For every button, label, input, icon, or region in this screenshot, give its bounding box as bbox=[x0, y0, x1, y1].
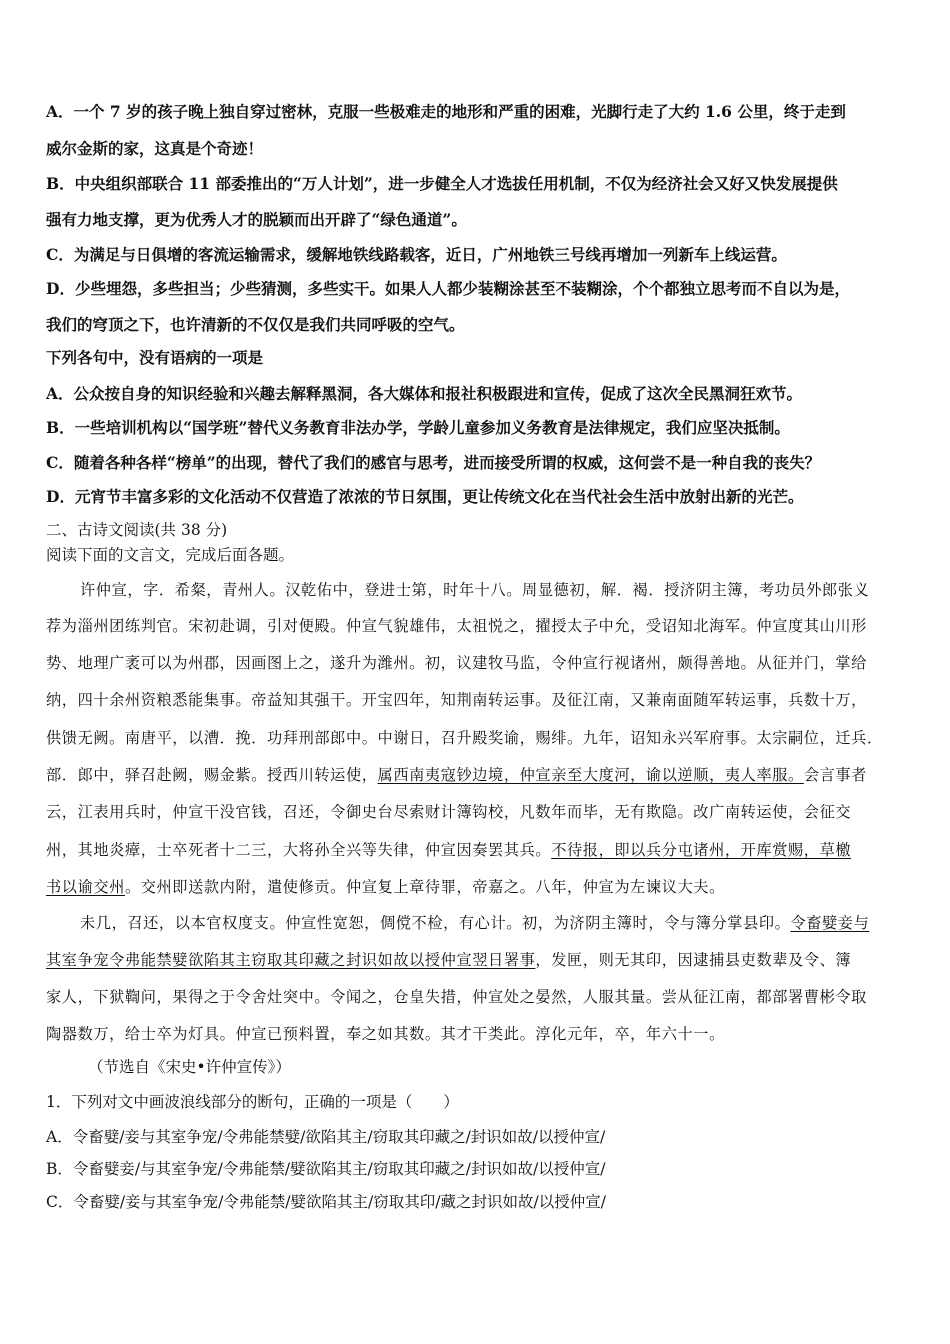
passage-text: 会言事者 bbox=[803, 766, 867, 784]
passage-line: 荐为淄州团练判官。宋初赴调，引对便殿。仲宣气貌雄伟，太祖悦之，擢授太子中允，受诏知北海军。仲宣度其山川形 bbox=[46, 617, 867, 635]
section-title: 二、古诗文阅读(共 38 分) bbox=[46, 521, 228, 539]
wavy-underlined-part: 令畜嬖妾与 bbox=[790, 914, 870, 932]
passage-line: 陶器数万，给士卒为灯具。仲宣已预料置，奉之如其数。其才干类此。淳化元年，卒，年六十一。 bbox=[46, 1025, 725, 1043]
passage-line: 许仲宣，字．希粲，青州人。汉乾佑中，登进士第，时年十八。周显德初，解．褐．授济阴主簿，考功员外郎张义 bbox=[80, 581, 870, 599]
wavy-underlined-part-cont: 其室争宠令弗能禁嬖欲陷其主窃取其印藏之封识如故以授仲宣翌日署事 bbox=[46, 951, 536, 969]
passage-line bbox=[46, 840, 908, 860]
passage-line bbox=[46, 765, 908, 785]
passage-source: （节选自《宋史•许仲宣传》） bbox=[88, 1058, 291, 1076]
passage-line: 纳，四十余州资粮悉能集事。帝益知其强干。开宝四年，知荆南转运事。及征江南，又兼南面随军转运事，兵数十万， bbox=[46, 691, 867, 709]
passage-line bbox=[46, 913, 942, 933]
q1-option-a: A．令畜嬖/妾与其室争宠/令弗能禁嬖/欲陷其主/窃取其印藏之/封识如故/以授仲宣/ bbox=[46, 1128, 606, 1146]
underlined-sentence-1: 属西南夷寇钞边境，仲宣亲至大度河，谕以逆顺，夷人率服。 bbox=[377, 766, 804, 784]
passage-text: 部．郎中，驿召赴阙，赐金紫。授西川转运使， bbox=[46, 766, 378, 784]
question-stem: 下列各句中，没有语病的一项是 bbox=[46, 348, 264, 367]
option-b: B．一些培训机构以“国学班”替代义务教育非法办学，学龄儿童参加义务教育是法律规定，我们应坚决抵制。 bbox=[46, 418, 790, 437]
reading-instruction: 阅读下面的文言文，完成后面各题。 bbox=[46, 546, 295, 564]
passage-text: 。交州即送款内附，遣使修贡。仲宣复上章待罪，帝嘉之。八年，仲宣为左谏议大夫。 bbox=[124, 878, 725, 896]
passage-line: 云，江表用兵时，仲宣干没官钱，召还，令御史台尽索财计簿钩校，凡数年而毕，无有欺隐。改广南转运使，会征交 bbox=[46, 803, 852, 821]
q1-stem: 1．下列对文中画波浪线部分的断句，正确的一项是（ ） bbox=[46, 1093, 459, 1111]
passage-line: 供馈无阙。南唐平，以漕．挽．功拜刑部郎中。中谢日，召升殿奖谕，赐绯。九年，诏知永兴军府事。太宗嗣位，迁兵． bbox=[46, 729, 883, 747]
prev-option-b-line2: 强有力地支撑，更为优秀人才的脱颖而出开辟了“绿色通道”。 bbox=[46, 210, 467, 229]
underlined-sentence-2-cont: 书以谕交州 bbox=[46, 878, 125, 896]
prev-option-d-line1: D．少些埋怨，多些担当；少些猜测，多些实干。如果人人都少装糊涂甚至不装糊涂，个个都独立思考而不自以为是， bbox=[46, 279, 850, 298]
q1-option-b: B．令畜嬖妾/与其室争宠/令弗能禁/嬖欲陷其主/窃取其印藏之/封识如故/以授仲宣/ bbox=[46, 1160, 606, 1178]
q1-option-c: C．令畜嬖/妾与其室争宠/令弗能禁/嬖欲陷其主/窃取其印/藏之封识如故/以授仲宣/ bbox=[46, 1193, 606, 1211]
passage-line: 势、地理广袤可以为州郡，因画图上之，遂升为潍州。初，议建牧马监，令仲宣行视诸州，颇得善地。从征并门，掌给 bbox=[46, 654, 867, 672]
passage-line: 家人，下狱鞫问，果得之于令舍灶突中。令闻之，仓皇失措，仲宣处之晏然，人服其量。尝从征江南，都部署曹彬令取 bbox=[46, 988, 867, 1006]
passage-text: 州，其地炎瘴，士卒死者十二三，大将孙全兴等失律，仲宣因奏罢其兵。 bbox=[46, 841, 552, 859]
passage-line bbox=[46, 950, 908, 970]
option-c: C．随着各种各样“榜单”的出现，替代了我们的感官与思考，进而接受所谓的权威，这何尝不是一种自我的丧失？ bbox=[46, 453, 821, 472]
prev-option-b-line1: B．中央组织部联合 11 部委推出的“万人计划”，进一步健全人才选拔任用机制，不仅为经济社会又好又快发展提供 bbox=[46, 174, 838, 193]
underlined-sentence-2: 不待报，即以兵分屯诸州，开库赏赐，草檄 bbox=[551, 841, 852, 859]
passage-text: 未几，召还，以本官权度支。仲宣性宽恕，倜傥不检，有心计。初，为济阴主簿时，令与簿分掌县印。 bbox=[80, 914, 791, 932]
prev-option-a-line1: A．一个 7 岁的孩子晚上独自穿过密林，克服一些极难走的地形和严重的困难，光脚行走了大约 1.6 公里，终于走到 bbox=[46, 102, 846, 121]
option-d: D．元宵节丰富多彩的文化活动不仅营造了浓浓的节日氛围，更让传统文化在当代社会生活中放射出新的光芒。 bbox=[46, 487, 804, 506]
passage-text: ，发匣，则无其印，因逮捕县吏数辈及令、簿 bbox=[535, 951, 852, 969]
prev-option-d-line2: 我们的穹顶之下，也许清新的不仅仅是我们共同呼吸的空气。 bbox=[46, 315, 465, 334]
passage-line bbox=[46, 877, 908, 897]
option-a: A．公众按自身的知识经验和兴趣去解释黑洞，各大媒体和报社积极跟进和宣传，促成了这次全民黑洞狂欢节。 bbox=[46, 384, 803, 403]
prev-option-c: C．为满足与日俱增的客流运输需求，缓解地铁线路载客，近日，广州地铁三号线再增加一列新车上线运营。 bbox=[46, 245, 787, 264]
prev-option-a-line2: 威尔金斯的家，这真是个奇迹！ bbox=[46, 139, 264, 158]
